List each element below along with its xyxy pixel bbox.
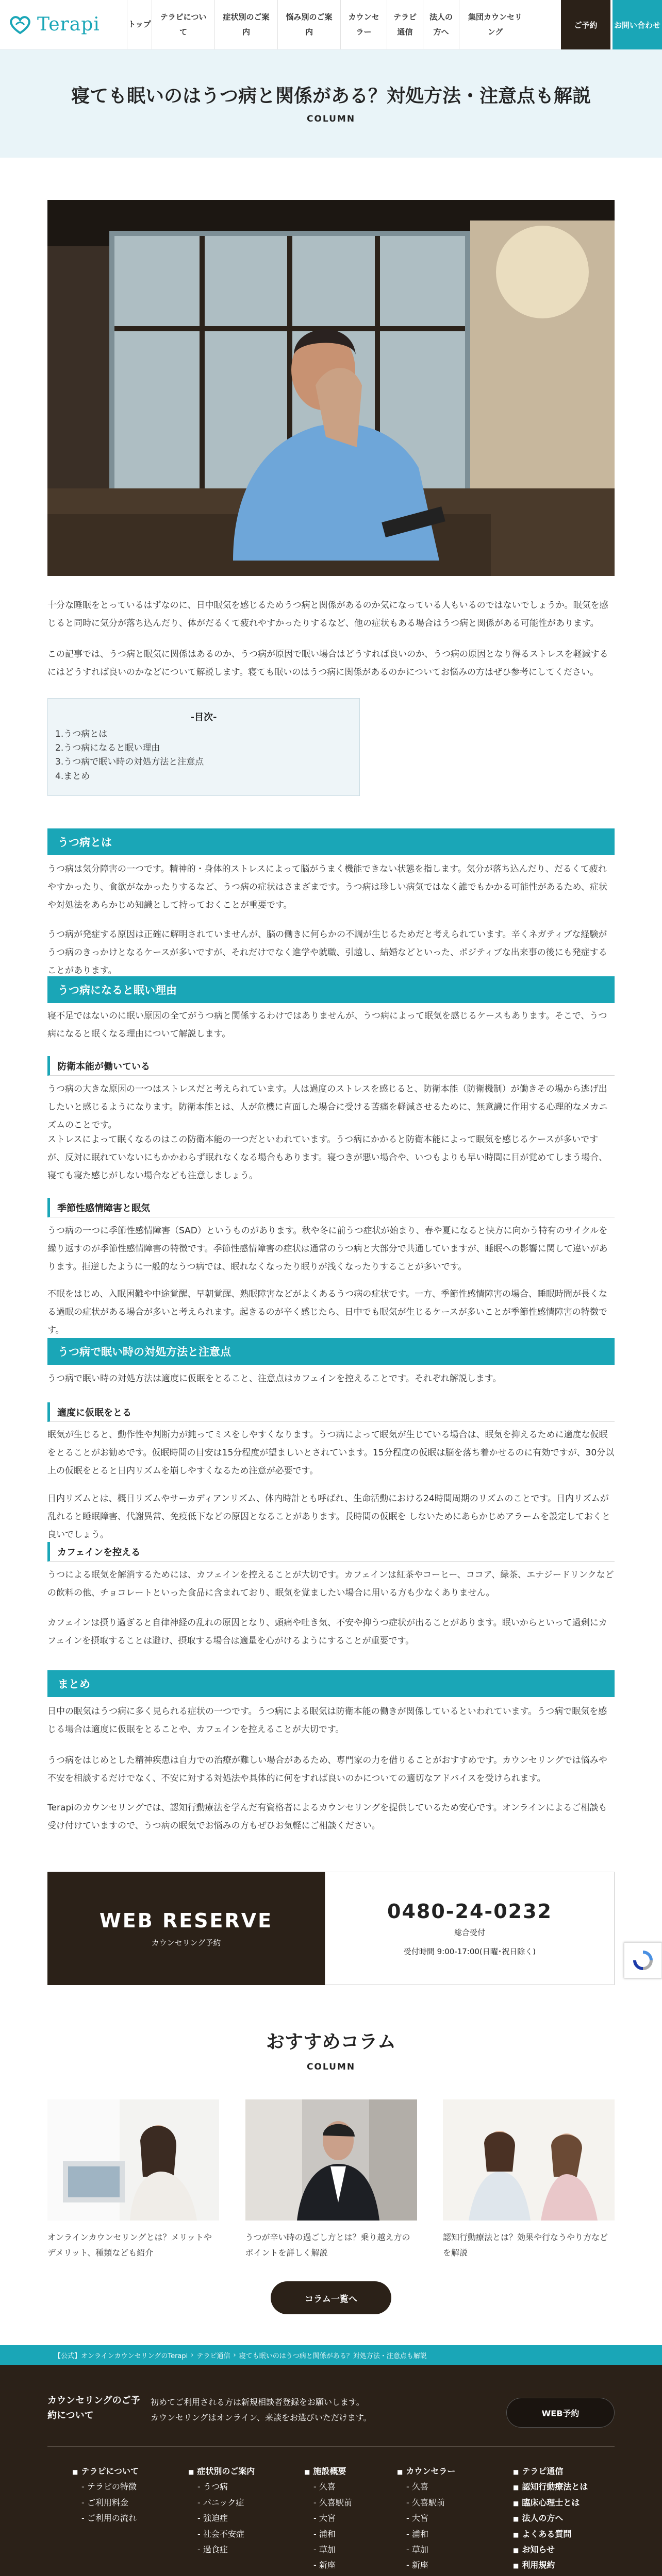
column-card-image: [245, 2099, 417, 2221]
footer-heading: カウンセリングのご予約について: [47, 2395, 140, 2421]
toc-item[interactable]: 3.うつ病で眠い時の対処方法と注意点: [55, 757, 204, 768]
footer-link[interactable]: - 久喜: [304, 2479, 352, 2495]
footer-link[interactable]: ■ 臨床心理士とは: [513, 2495, 588, 2511]
footer-link[interactable]: - テラピの特徴: [72, 2479, 139, 2495]
paragraph: 寝不足ではないのに眠い原因の全てがうつ病と関係するわけではありませんが、うつ病によって眠気を感じるケースもあります。そこで、うつ病になると眠くなる理由について解説します。: [47, 1011, 607, 1039]
paragraph: うつ病が発症する原因は正確に解明されていませんが、脳の働きに何らかの不調が生じるためだと考えられています。辛くネガティブな経験がうつ病のきっかけとなるケースが多いですが、それだけでなく進学や就職、引越し、結婚などといった、ポジティブな出来事の後にも発症することがあります。: [47, 929, 607, 976]
nav-counselors[interactable]: カウンセラー: [340, 0, 387, 49]
page-title-band: [0, 49, 662, 158]
paragraph: カフェインは摂り過ぎると自律神経の乱れの原因となり、頭痛や吐き気、不安や抑うつ症状が出ることがあります。眠いからといって過剰にカフェインを摂取することは避け、摂取する場合は適量を心がけるようにすることが重要です。: [47, 1618, 607, 1646]
footer-link[interactable]: [397, 2573, 469, 2576]
footer-col-symptoms: [188, 2464, 255, 2557]
footer-reserve-info: [47, 2394, 615, 2435]
footer-link[interactable]: ■ お知らせ: [513, 2542, 588, 2557]
section-heading: うつ病とは: [47, 828, 615, 855]
subsection-heading: 防衛本能が働いている: [47, 1056, 615, 1076]
section-heading: うつ病になると眠い理由: [47, 976, 615, 1003]
paragraph: 眠気が生じると、動作性や判断力が鈍ってミスをしやすくなります。うつ病によって眠気が生じている場合は、眠気を抑えるために適度な仮眠をとることがお勧めです。仮眠時間の目安は15分程度が望ましいとされています。15分程度の仮眠は脳を落ち着かせるのに有効ですが、30分以上の仮眠をとると日内リズムを崩しやすくなるため注意が必要です。: [47, 1430, 615, 1476]
footer-link[interactable]: - 強迫症: [188, 2511, 255, 2526]
footer-description: [151, 2395, 372, 2426]
paragraph: Terapiのカウンセリングでは、認知行動療法を学んだ有資格者によるカウンセリングを提供しているため安心です。オンラインによるご相談も受け付けていますので、うつ病の眠気でお悩みの方もぜひお気軽にご相談ください。: [47, 1803, 607, 1831]
footer-col-about: [72, 2464, 139, 2527]
footer-link[interactable]: - 浦和: [304, 2527, 352, 2542]
footer-link[interactable]: - うつ病: [188, 2479, 255, 2495]
hero-image: [47, 200, 615, 576]
phone-box: [325, 1872, 615, 1985]
web-reserve-subtitle: カウンセリング予約: [151, 1938, 221, 1947]
phone-number[interactable]: 0480-24-0232: [387, 1900, 552, 1923]
footer-link[interactable]: ■ カウンセラー: [397, 2464, 469, 2479]
footer-link[interactable]: - 過食症: [188, 2542, 255, 2557]
footer-link[interactable]: - 草加: [304, 2542, 352, 2557]
footer-link[interactable]: - 新座: [304, 2557, 352, 2573]
recommend-cards: [47, 2099, 615, 2260]
subsection-heading: 季節性感情障害と眠気: [47, 1198, 615, 1217]
toc-title: -目次-: [190, 712, 217, 723]
subsection-heading: カフェインを控える: [47, 1542, 615, 1562]
recommend-title-block: [47, 2027, 615, 2072]
subsection-heading: 適度に仮眠をとる: [47, 1402, 615, 1422]
footer-link[interactable]: ■ テラピ通信: [513, 2464, 588, 2479]
footer-desc-line: カウンセリングはオンライン、来談をお選びいただけます。: [151, 2413, 372, 2423]
breadcrumb-separator-icon: ›: [191, 2351, 194, 2359]
paragraph: うつ病の大きな原因の一つはストレスだと考えられています。人は過度のストレスを感じると、防衛本能（防衛機制）が働きその場から逃げ出したいと感じるようになります。防衛本能とは、人が危機に直面した場合に受ける苦痛を軽減させるために、無意識に作用する心理的なメカニズムのことです。: [47, 1084, 608, 1130]
footer-link[interactable]: - 久喜駅前: [304, 2495, 352, 2511]
nav-symptoms[interactable]: 症状別のご案内: [214, 0, 277, 49]
logo-heart-icon: [8, 14, 32, 35]
recommend-subtitle: COLUMN: [306, 2062, 356, 2072]
nav-corporate[interactable]: 法人の方へ: [423, 0, 459, 49]
phone-label: 総合受付: [454, 1928, 485, 1937]
footer-link[interactable]: - 社会不安症: [188, 2527, 255, 2542]
column-card-title[interactable]: オンラインカウンセリングとは？メリットやデメリット、種類なども紹介: [47, 2232, 212, 2258]
footer-link[interactable]: ■ 法人の方へ: [513, 2511, 588, 2526]
recaptcha-badge[interactable]: [624, 1942, 662, 1978]
footer-divider: [47, 2446, 615, 2447]
page-title: 寝ても眠いのはうつ病と関係がある？対処方法・注意点も解説: [71, 86, 591, 107]
footer-col-facilities: [304, 2464, 352, 2573]
paragraph: うつ病の一つに季節性感情障害（SAD）というものがあります。秋や冬に前うつ症状が始まり、春や夏になると快方に向かう特有のサイクルを繰り返すのが季節性感情障害の特徴です。季節性感情障害の症状は通常のうつ病と大部分で共通していますが、睡眠への影響に関して違いがあります。拒逆したように一般的なうつ病では、眠れなくなったり眠りが浅くなったりすることが多いです。: [47, 1226, 608, 1272]
header-contact-button[interactable]: お問い合わせ: [613, 0, 662, 49]
column-card[interactable]: [443, 2099, 615, 2260]
footer-link[interactable]: ■ よくある質問: [513, 2527, 588, 2542]
column-card[interactable]: [47, 2099, 219, 2260]
nav-top[interactable]: トップ: [127, 0, 152, 49]
main-nav: [127, 0, 531, 49]
footer-link[interactable]: - パニック症: [188, 2495, 255, 2511]
footer-link[interactable]: ■ 認知行動療法とは: [513, 2479, 588, 2495]
site-footer: [0, 2365, 662, 2576]
paragraph: うつ病で眠い時の対処方法は適度に仮眠をとること、注意点はカフェインを控えることです。それぞれ解説します。: [47, 1374, 502, 1384]
column-list-button[interactable]: コラム一覧へ: [271, 2281, 391, 2314]
section-heading: まとめ: [47, 1670, 615, 1697]
footer-link[interactable]: - ご利用料金: [72, 2495, 139, 2511]
footer-col-counselors: [397, 2464, 469, 2576]
footer-link[interactable]: - 草加: [397, 2542, 469, 2557]
toc-item[interactable]: 4.まとめ: [55, 771, 90, 782]
paragraph: うつ病は気分障害の一つです。精神的・身体的ストレスによって脳がうまく機能できない状態を指します。気分が落ち込んだり、だるくて疲れやすかったり、食欲がなかったりするなど、うつ病の症状はさまざまです。うつ病は珍しい病気ではなく誰でもかかる可能性があるため、症状や対処法をあらかじめ知識として持っておくことが重要です。: [47, 864, 607, 910]
paragraph: ストレスによって眠くなるのはこの防衛本能の一つだといわれています。うつ病にかかると防衛本能によって眠気を感じるケースが多いですが、反対に眠れていないにもかかわらず眠れなくなる場合もあります。寝つきが悪い場合や、いつもよりも早い時間に目が覚めてしまう場合、寝ても寝た感じがしない場合なども注意しましょう。: [47, 1134, 608, 1181]
toc-item[interactable]: 2.うつ病になると眠い理由: [55, 743, 160, 754]
column-card-title[interactable]: 認知行動療法とは？効果や行なうやり方などを解説: [443, 2232, 608, 2258]
recommend-title: おすすめコラム: [266, 2031, 396, 2053]
intro-paragraph-2: この記事では、うつ病と眠気に関係はあるのか、うつ病が原因で眠い場合はどうすれば良いのか、うつ病の原因となり得るストレスを軽減するにはどうすれば良いのかなどについて解説します。寝ても眠いのはうつ病に関係があるのかについてお悩みの方はぜひ参考にしてください。: [47, 649, 608, 677]
footer-web-reserve-button[interactable]: WEB予約: [506, 2398, 615, 2428]
footer-link[interactable]: ■ 利用規約: [513, 2557, 588, 2573]
footer-link[interactable]: [513, 2573, 588, 2576]
breadcrumb-current: 寝ても眠いのはうつ病と関係がある？対処方法・注意点も解説: [239, 2352, 427, 2360]
breadcrumb-home[interactable]: 【公式】オンラインカウンセリングのTerapi: [54, 2352, 188, 2360]
footer-link[interactable]: - 久喜駅前: [397, 2495, 469, 2511]
paragraph: うつによる眠気を解消するためには、カフェインを控えることが大切です。カフェインは紅茶やコーヒー、ココア、緑茶、エナジードリンクなどの飲料の他、チョコレートといった食品に含まれており、眠気を覚ましたい場合に用いる方も少なくありません。: [47, 1570, 614, 1598]
paragraph: 日内リズムとは、概日リズムやサーカディアンリズム、体内時計とも呼ばれ、生命活動における24時間周期のリズムのことです。日内リズムが乱れると睡眠障害、代謝異常、免疫低下などの原因となることがあります。長時間の仮眠を しないためにあらかじめアラームを設定しておくと良いでしょう。: [47, 1494, 611, 1540]
site-header: [0, 0, 662, 49]
footer-link[interactable]: - 大宮: [304, 2511, 352, 2526]
web-reserve-title: WEB RESERVE: [99, 1909, 273, 1932]
footer-link[interactable]: ■ 施設概要: [304, 2464, 352, 2479]
logo[interactable]: [8, 14, 127, 35]
section-heading: うつ病で眠い時の対処方法と注意点: [47, 1338, 615, 1365]
paragraph: 不眠をはじめ、入眠困難や中途覚醒、早朝覚醒、熟眠障害などがよくあるうつ病の症状です。一方、季節性感情障害の場合、睡眠時間が長くなる過眠の症状がある場合が多いと考えられます。起きるのが辛く感じたら、日中でも眠気が生じるケースが多いことが季節性感情障害の特徴です。: [47, 1289, 607, 1335]
nav-about[interactable]: テラピについて: [152, 0, 214, 49]
footer-link[interactable]: - 浦和: [397, 2527, 469, 2542]
footer-col-misc: [513, 2464, 588, 2576]
column-card[interactable]: [245, 2099, 417, 2260]
breadcrumb-news[interactable]: テラピ通信: [196, 2352, 230, 2360]
breadcrumb: [0, 2345, 662, 2365]
footer-link[interactable]: ■ 症状別のご案内: [188, 2464, 255, 2479]
toc-item[interactable]: 1.うつ病とは: [55, 729, 108, 739]
page-subtitle: COLUMN: [306, 114, 356, 124]
web-reserve-button[interactable]: [47, 1872, 325, 1985]
recaptcha-icon: [633, 1950, 653, 1971]
footer-link[interactable]: - 新座: [397, 2557, 469, 2573]
logo-text: Terapi: [37, 14, 100, 35]
paragraph: 日中の眠気はうつ病に多く見られる症状の一つです。うつ病による眠気は防衛本能の働きが関係しているといわれています。うつ病で眠気を感じる場合は適度に仮眠をとることや、カフェインを控えることが大切です。: [47, 1706, 607, 1735]
footer-link[interactable]: - ご利用の流れ: [72, 2511, 139, 2526]
footer-link[interactable]: ■ テラピについて: [72, 2464, 139, 2479]
footer-desc-line: 初めてご利用される方は新規相談者登録をお願いします。: [151, 2397, 365, 2407]
nav-news[interactable]: テラピ通信: [387, 0, 423, 49]
column-card-image: [47, 2099, 219, 2221]
intro-paragraph-1: 十分な睡眠をとっているはずなのに、日中眠気を感じるためうつ病と関係があるのか気になっている人もいるのではないでしょうか。眠気を感じると同時に気分が落ち込んだり、体がだるくて疲れやすかったりするなど、他の症状もある場合はうつ病と関係がある可能性があります。: [47, 600, 608, 629]
footer-link[interactable]: - 大宮: [397, 2511, 469, 2526]
breadcrumb-separator-icon: ›: [233, 2351, 236, 2359]
reserve-banner: [47, 1872, 615, 1985]
footer-link[interactable]: - 久喜: [397, 2479, 469, 2495]
column-card-image: [443, 2099, 615, 2221]
table-of-contents: [47, 698, 360, 796]
header-reserve-button[interactable]: ご予約: [561, 0, 610, 49]
phone-hours: 受付時間 9:00-17:00(日曜･祝日除く): [403, 1947, 536, 1956]
nav-group[interactable]: 集団カウンセリング: [459, 0, 531, 49]
column-card-title[interactable]: うつが辛い時の過ごし方とは？乗り越え方のポイントを詳しく解説: [245, 2232, 410, 2258]
paragraph: うつ病をはじめとした精神疾患は自力での治療が難しい場合があるため、専門家の力を借りることがおすすめです。カウンセリングでは悩みや不安を相談するだけでなく、不安に対する対処法や具体的に何をすれば良いのかについての適切なアドバイスを受けられます。: [47, 1755, 607, 1784]
nav-worries[interactable]: 悩み別のご案内: [277, 0, 340, 49]
